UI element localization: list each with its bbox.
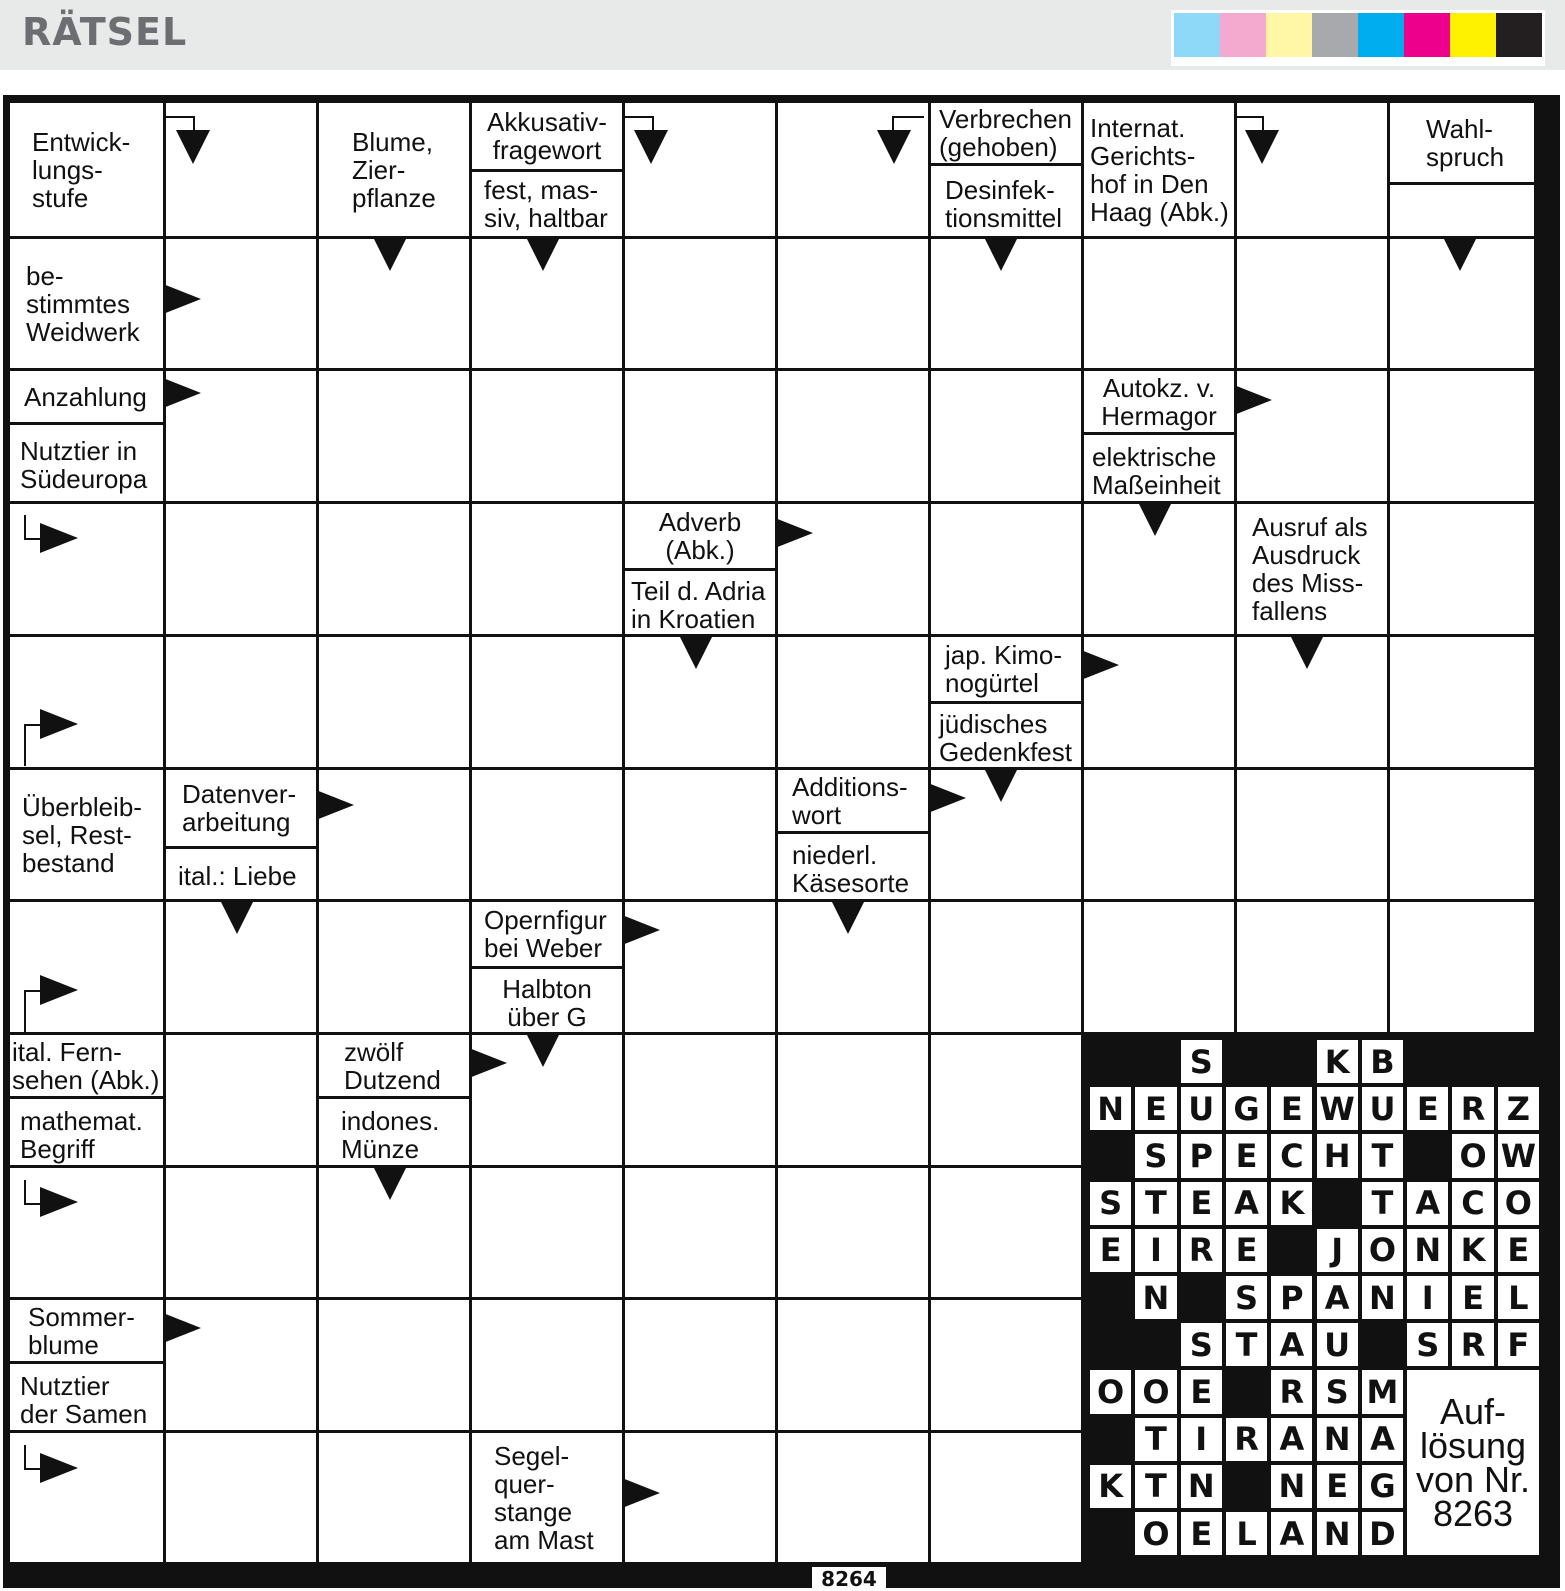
answer-cell[interactable] [166, 504, 316, 634]
answer-cell[interactable] [931, 504, 1081, 634]
clue-cell [931, 172, 1081, 236]
solution-letter: K [1452, 1229, 1493, 1272]
answer-cell[interactable] [778, 371, 928, 501]
solution-letter: N [1317, 1418, 1358, 1461]
solution-letter: N [1271, 1465, 1312, 1508]
clue-text: Additions- wort [792, 771, 908, 830]
arrow-right-icon [40, 523, 78, 553]
solution-letter: E [1226, 1229, 1267, 1272]
solution-letter: R [1181, 1229, 1222, 1272]
clue-text: indones. Münze [341, 1106, 440, 1164]
solution-letter: F [1498, 1323, 1539, 1366]
clue-divider [472, 966, 622, 969]
clue-cell [319, 1035, 469, 1096]
solution-letter: A [1407, 1182, 1448, 1225]
arrow-right-icon [40, 975, 78, 1005]
solution-letter: E [1181, 1512, 1222, 1555]
clue-text: Entwick- lungs- stufe [32, 126, 131, 213]
clue-text: Halbton über G [502, 973, 592, 1032]
clue-divider [10, 422, 163, 425]
clue-text: jap. Kimo- nogürtel [945, 640, 1063, 698]
arrow-right-icon [316, 790, 354, 820]
solution-letter: N [1407, 1229, 1448, 1272]
clue-cell [1237, 504, 1387, 634]
solution-note: Auf- lösung von Nr. 8263 [1407, 1370, 1539, 1555]
solution-letter: N [1135, 1276, 1176, 1319]
answer-cell[interactable] [931, 1433, 1081, 1562]
clue-text: Adverb (Abk.) [658, 507, 742, 565]
color-swatch [1358, 13, 1404, 57]
solution-letter: O [1135, 1512, 1176, 1555]
arrow-right-icon [40, 709, 78, 739]
clue-cell [10, 239, 163, 368]
arrow-down-icon [526, 237, 560, 271]
answer-cell[interactable] [472, 504, 622, 634]
solution-letter: P [1181, 1134, 1222, 1177]
solution-letter: E [1498, 1229, 1539, 1272]
arrow-down-icon [877, 130, 911, 164]
solution-letter: S [1226, 1276, 1267, 1319]
clue-text: Verbrechen (gehoben) [939, 104, 1072, 162]
clue-cell [10, 1370, 163, 1430]
answer-cell[interactable] [319, 1300, 469, 1430]
answer-cell[interactable] [472, 371, 622, 501]
answer-cell[interactable] [931, 1300, 1081, 1430]
clue-divider [1390, 182, 1534, 185]
solution-letter: L [1498, 1276, 1539, 1319]
clue-text: Datenver- arbeitung [182, 779, 297, 837]
arrow-down-icon [1245, 130, 1279, 164]
clue-text: be- stimmtes Weidwerk [26, 260, 140, 347]
solution-letter: U [1317, 1323, 1358, 1366]
solution-letter: A [1362, 1418, 1403, 1461]
clue-divider [10, 1361, 163, 1364]
clue-text: ital.: Liebe [178, 861, 297, 891]
clue-text: Blume, Zier- pflanze [352, 126, 436, 213]
answer-cell[interactable] [472, 1168, 622, 1297]
solution-letter: E [1452, 1276, 1493, 1319]
answer-cell[interactable] [1390, 902, 1534, 1032]
arrow-right-icon [469, 1048, 507, 1078]
solution-letter: I [1407, 1276, 1448, 1319]
clue-text: Wahl- spruch [1426, 113, 1505, 172]
solution-letter: C [1452, 1182, 1493, 1225]
clue-cell [1084, 371, 1234, 432]
arrow-down-icon [679, 635, 713, 669]
color-swatches [1171, 10, 1545, 66]
solution-letter: E [1407, 1087, 1448, 1130]
answer-cell[interactable] [778, 1433, 928, 1562]
solution-letter: A [1271, 1418, 1312, 1461]
answer-cell[interactable] [319, 637, 469, 767]
solution-letter: U [1362, 1087, 1403, 1130]
solution-letter: O [1452, 1134, 1493, 1177]
answer-cell[interactable] [472, 637, 622, 767]
arrow-down-icon [1138, 502, 1172, 536]
clue-text: elektrische Maßeinheit [1092, 442, 1221, 500]
clue-text: Anzahlung [24, 381, 147, 412]
answer-cell[interactable] [778, 239, 928, 368]
solution-letter: H [1317, 1134, 1358, 1177]
solution-letter: S [1090, 1182, 1131, 1225]
clue-text: Segel- quer- stange am Mast [494, 1440, 594, 1555]
clue-cell [166, 770, 316, 846]
page-title: RÄTSEL [22, 10, 188, 54]
header-bar [0, 0, 1565, 70]
clue-cell [10, 103, 163, 236]
clue-cell [931, 103, 1081, 163]
clue-divider [1084, 432, 1234, 435]
solution-letter: T [1135, 1182, 1176, 1225]
answer-cell[interactable] [319, 371, 469, 501]
arrow-down-icon [373, 237, 407, 271]
answer-cell[interactable] [778, 1035, 928, 1165]
clue-text: mathemat. Begriff [20, 1106, 143, 1164]
puzzle-number: 8264 [812, 1567, 886, 1588]
answer-cell[interactable] [472, 770, 622, 899]
answer-cell[interactable] [931, 902, 1081, 1032]
solution-letter: I [1135, 1229, 1176, 1272]
arrow-down-icon [984, 237, 1018, 271]
solution-letter: K [1317, 1040, 1358, 1083]
solution-letter: E [1226, 1134, 1267, 1177]
clue-cell [931, 708, 1081, 767]
solution-letter: S [1181, 1323, 1222, 1366]
clue-text: fest, mas- siv, haltbar [484, 175, 608, 233]
clue-text: Opernfigur bei Weber [484, 905, 607, 963]
clue-cell [1084, 441, 1234, 501]
solution-letter: U [1181, 1087, 1222, 1130]
arrow-down-icon [634, 130, 668, 164]
clue-divider [931, 163, 1081, 166]
clue-text: Nutztier in Südeuropa [20, 436, 148, 494]
clue-cell [778, 839, 928, 899]
answer-cell[interactable] [1084, 239, 1234, 368]
clue-cell [1084, 103, 1234, 236]
solution-letter: N [1317, 1512, 1358, 1555]
answer-cell[interactable] [319, 504, 469, 634]
solution-letter: S [1317, 1370, 1358, 1413]
solution-letter: O [1498, 1182, 1539, 1225]
clue-text: Ausruf als Ausdruck des Miss- fallens [1252, 512, 1368, 626]
answer-cell[interactable] [931, 1035, 1081, 1165]
answer-cell[interactable] [166, 1168, 316, 1297]
solution-letter: G [1362, 1465, 1403, 1508]
solution-letter: A [1271, 1323, 1312, 1366]
clue-cell [319, 1105, 469, 1165]
answer-cell[interactable] [931, 371, 1081, 501]
clue-text: niederl. Käsesorte [792, 840, 910, 898]
arrow-down-icon [1443, 237, 1477, 271]
solution-letter: I [1181, 1418, 1222, 1461]
clue-cell [625, 504, 775, 568]
answer-cell[interactable] [625, 770, 775, 899]
solution-letter: E [1135, 1087, 1176, 1130]
answer-cell[interactable] [778, 1168, 928, 1297]
clue-cell [472, 172, 622, 236]
solution-letter: A [1226, 1182, 1267, 1225]
clue-text: Sommer- blume [28, 1301, 135, 1360]
solution-letter: R [1452, 1087, 1493, 1130]
color-swatch [1450, 13, 1496, 57]
color-swatch [1174, 13, 1220, 57]
answer-cell[interactable] [1390, 770, 1534, 899]
solution-letter: A [1271, 1512, 1312, 1555]
answer-cell[interactable] [625, 1035, 775, 1165]
solution-letter: E [1271, 1087, 1312, 1130]
crossword-grid [3, 95, 1560, 1588]
solution-letter: W [1317, 1087, 1358, 1130]
solution-letter: O [1090, 1370, 1131, 1413]
arrow-down-icon [831, 900, 865, 934]
arrow-right-icon [622, 915, 660, 945]
clue-text: Autokz. v. Hermagor [1101, 372, 1217, 431]
clue-cell [166, 853, 316, 899]
answer-cell[interactable] [166, 637, 316, 767]
answer-cell[interactable] [1390, 504, 1534, 634]
clue-text: Teil d. Adria in Kroatien [631, 575, 766, 634]
clue-divider [319, 1096, 469, 1099]
clue-text: Überbleib- sel, Rest- bestand [22, 791, 142, 878]
color-swatch [1404, 13, 1450, 57]
arrow-right-icon [1081, 650, 1119, 680]
solution-letter: T [1362, 1134, 1403, 1177]
answer-cell[interactable] [625, 1300, 775, 1430]
clue-cell [931, 637, 1081, 701]
solution-letter: S [1181, 1040, 1222, 1083]
arrow-right-icon [163, 1313, 201, 1343]
clue-cell [319, 103, 469, 236]
clue-text: zwölf Dutzend [344, 1036, 441, 1095]
solution-letter: T [1135, 1418, 1176, 1461]
clue-cell [1390, 103, 1534, 182]
answer-cell[interactable] [1084, 902, 1234, 1032]
solution-letter: R [1226, 1418, 1267, 1461]
clue-cell [472, 973, 622, 1032]
clue-text: jüdisches Gedenkfest [939, 708, 1072, 767]
clue-cell [472, 103, 622, 169]
answer-cell[interactable] [625, 239, 775, 368]
answer-cell[interactable] [472, 1300, 622, 1430]
clue-cell [625, 575, 775, 634]
answer-cell[interactable] [931, 1168, 1081, 1297]
clue-text: ital. Fern- sehen (Abk.) [12, 1036, 160, 1095]
clue-divider [625, 568, 775, 571]
answer-cell[interactable] [778, 1300, 928, 1430]
answer-cell[interactable] [166, 1433, 316, 1562]
solution-letter: S [1407, 1323, 1448, 1366]
solution-letter: R [1271, 1370, 1312, 1413]
answer-cell[interactable] [1237, 770, 1387, 899]
solution-letter: O [1362, 1229, 1403, 1272]
solution-letter: T [1135, 1465, 1176, 1508]
solution-letter: C [1271, 1134, 1312, 1177]
solution-letter: K [1090, 1465, 1131, 1508]
clue-cell [472, 902, 622, 966]
solution-letter: E [1181, 1182, 1222, 1225]
answer-cell[interactable] [1237, 239, 1387, 368]
arrow-down-icon [1290, 635, 1324, 669]
solution-letter: G [1226, 1087, 1267, 1130]
clue-text: Akkusativ- fragewort [487, 107, 607, 165]
clue-cell [472, 1433, 622, 1562]
answer-cell[interactable] [1237, 902, 1387, 1032]
solution-letter: E [1181, 1370, 1222, 1413]
clue-cell [10, 429, 163, 501]
arrow-down-icon [373, 1166, 407, 1200]
clue-divider [166, 846, 316, 849]
solution-letter: M [1362, 1370, 1403, 1413]
solution-letter: N [1090, 1087, 1131, 1130]
arrow-right-icon [40, 1187, 78, 1217]
clue-cell [10, 1035, 163, 1096]
solution-letter: R [1452, 1323, 1493, 1366]
arrow-right-icon [163, 378, 201, 408]
answer-cell[interactable] [625, 1168, 775, 1297]
arrow-right-icon [622, 1478, 660, 1508]
clue-cell [778, 770, 928, 831]
answer-cell[interactable] [778, 637, 928, 767]
arrow-down-icon [176, 130, 210, 164]
solution-letter: S [1135, 1134, 1176, 1177]
solution-letter: T [1226, 1323, 1267, 1366]
clue-text: Desinfek- tionsmittel [945, 175, 1063, 233]
answer-cell[interactable] [1390, 637, 1534, 767]
solution-letter: T [1362, 1182, 1403, 1225]
solution-letter: J [1317, 1229, 1358, 1272]
arrow-right-icon [775, 518, 813, 548]
arrow-down-icon [220, 900, 254, 934]
color-swatch [1312, 13, 1358, 57]
solution-letter: O [1135, 1370, 1176, 1413]
solution-letter: E [1090, 1229, 1131, 1272]
solution-letter: W [1498, 1134, 1539, 1177]
clue-divider [778, 831, 928, 834]
arrow-down-icon [526, 1033, 560, 1067]
clue-cell [10, 1105, 163, 1165]
solution-letter: N [1362, 1276, 1403, 1319]
solution-letter: E [1317, 1465, 1358, 1508]
answer-cell[interactable] [319, 902, 469, 1032]
solution-letter: L [1226, 1512, 1267, 1555]
arrow-right-icon [1234, 385, 1272, 415]
clue-text: Internat. Gerichts- hof in Den Haag (Abk.) [1090, 112, 1229, 227]
clue-divider [10, 1096, 163, 1099]
solution-letter: N [1181, 1465, 1222, 1508]
arrow-right-icon [40, 1453, 78, 1483]
color-swatch [1220, 13, 1266, 57]
clue-cell [10, 371, 163, 422]
solution-letter: Z [1498, 1087, 1539, 1130]
answer-cell[interactable] [625, 371, 775, 501]
arrow-down-icon [984, 768, 1018, 802]
arrow-right-icon [163, 284, 201, 314]
clue-text: Nutztier der Samen [20, 1371, 148, 1429]
answer-cell[interactable] [319, 1433, 469, 1562]
clue-cell [10, 1300, 163, 1361]
color-swatch [1496, 13, 1542, 57]
clue-divider [931, 701, 1081, 704]
answer-cell[interactable] [166, 1035, 316, 1165]
solution-letter: D [1362, 1512, 1403, 1555]
answer-cell[interactable] [1084, 770, 1234, 899]
solution-letter: K [1271, 1182, 1312, 1225]
color-swatch [1266, 13, 1312, 57]
arrow-right-icon [928, 783, 966, 813]
solution-letter: B [1362, 1040, 1403, 1083]
solution-letter: A [1317, 1276, 1358, 1319]
solution-letter: P [1271, 1276, 1312, 1319]
answer-cell[interactable] [1390, 371, 1534, 501]
clue-cell [10, 770, 163, 899]
